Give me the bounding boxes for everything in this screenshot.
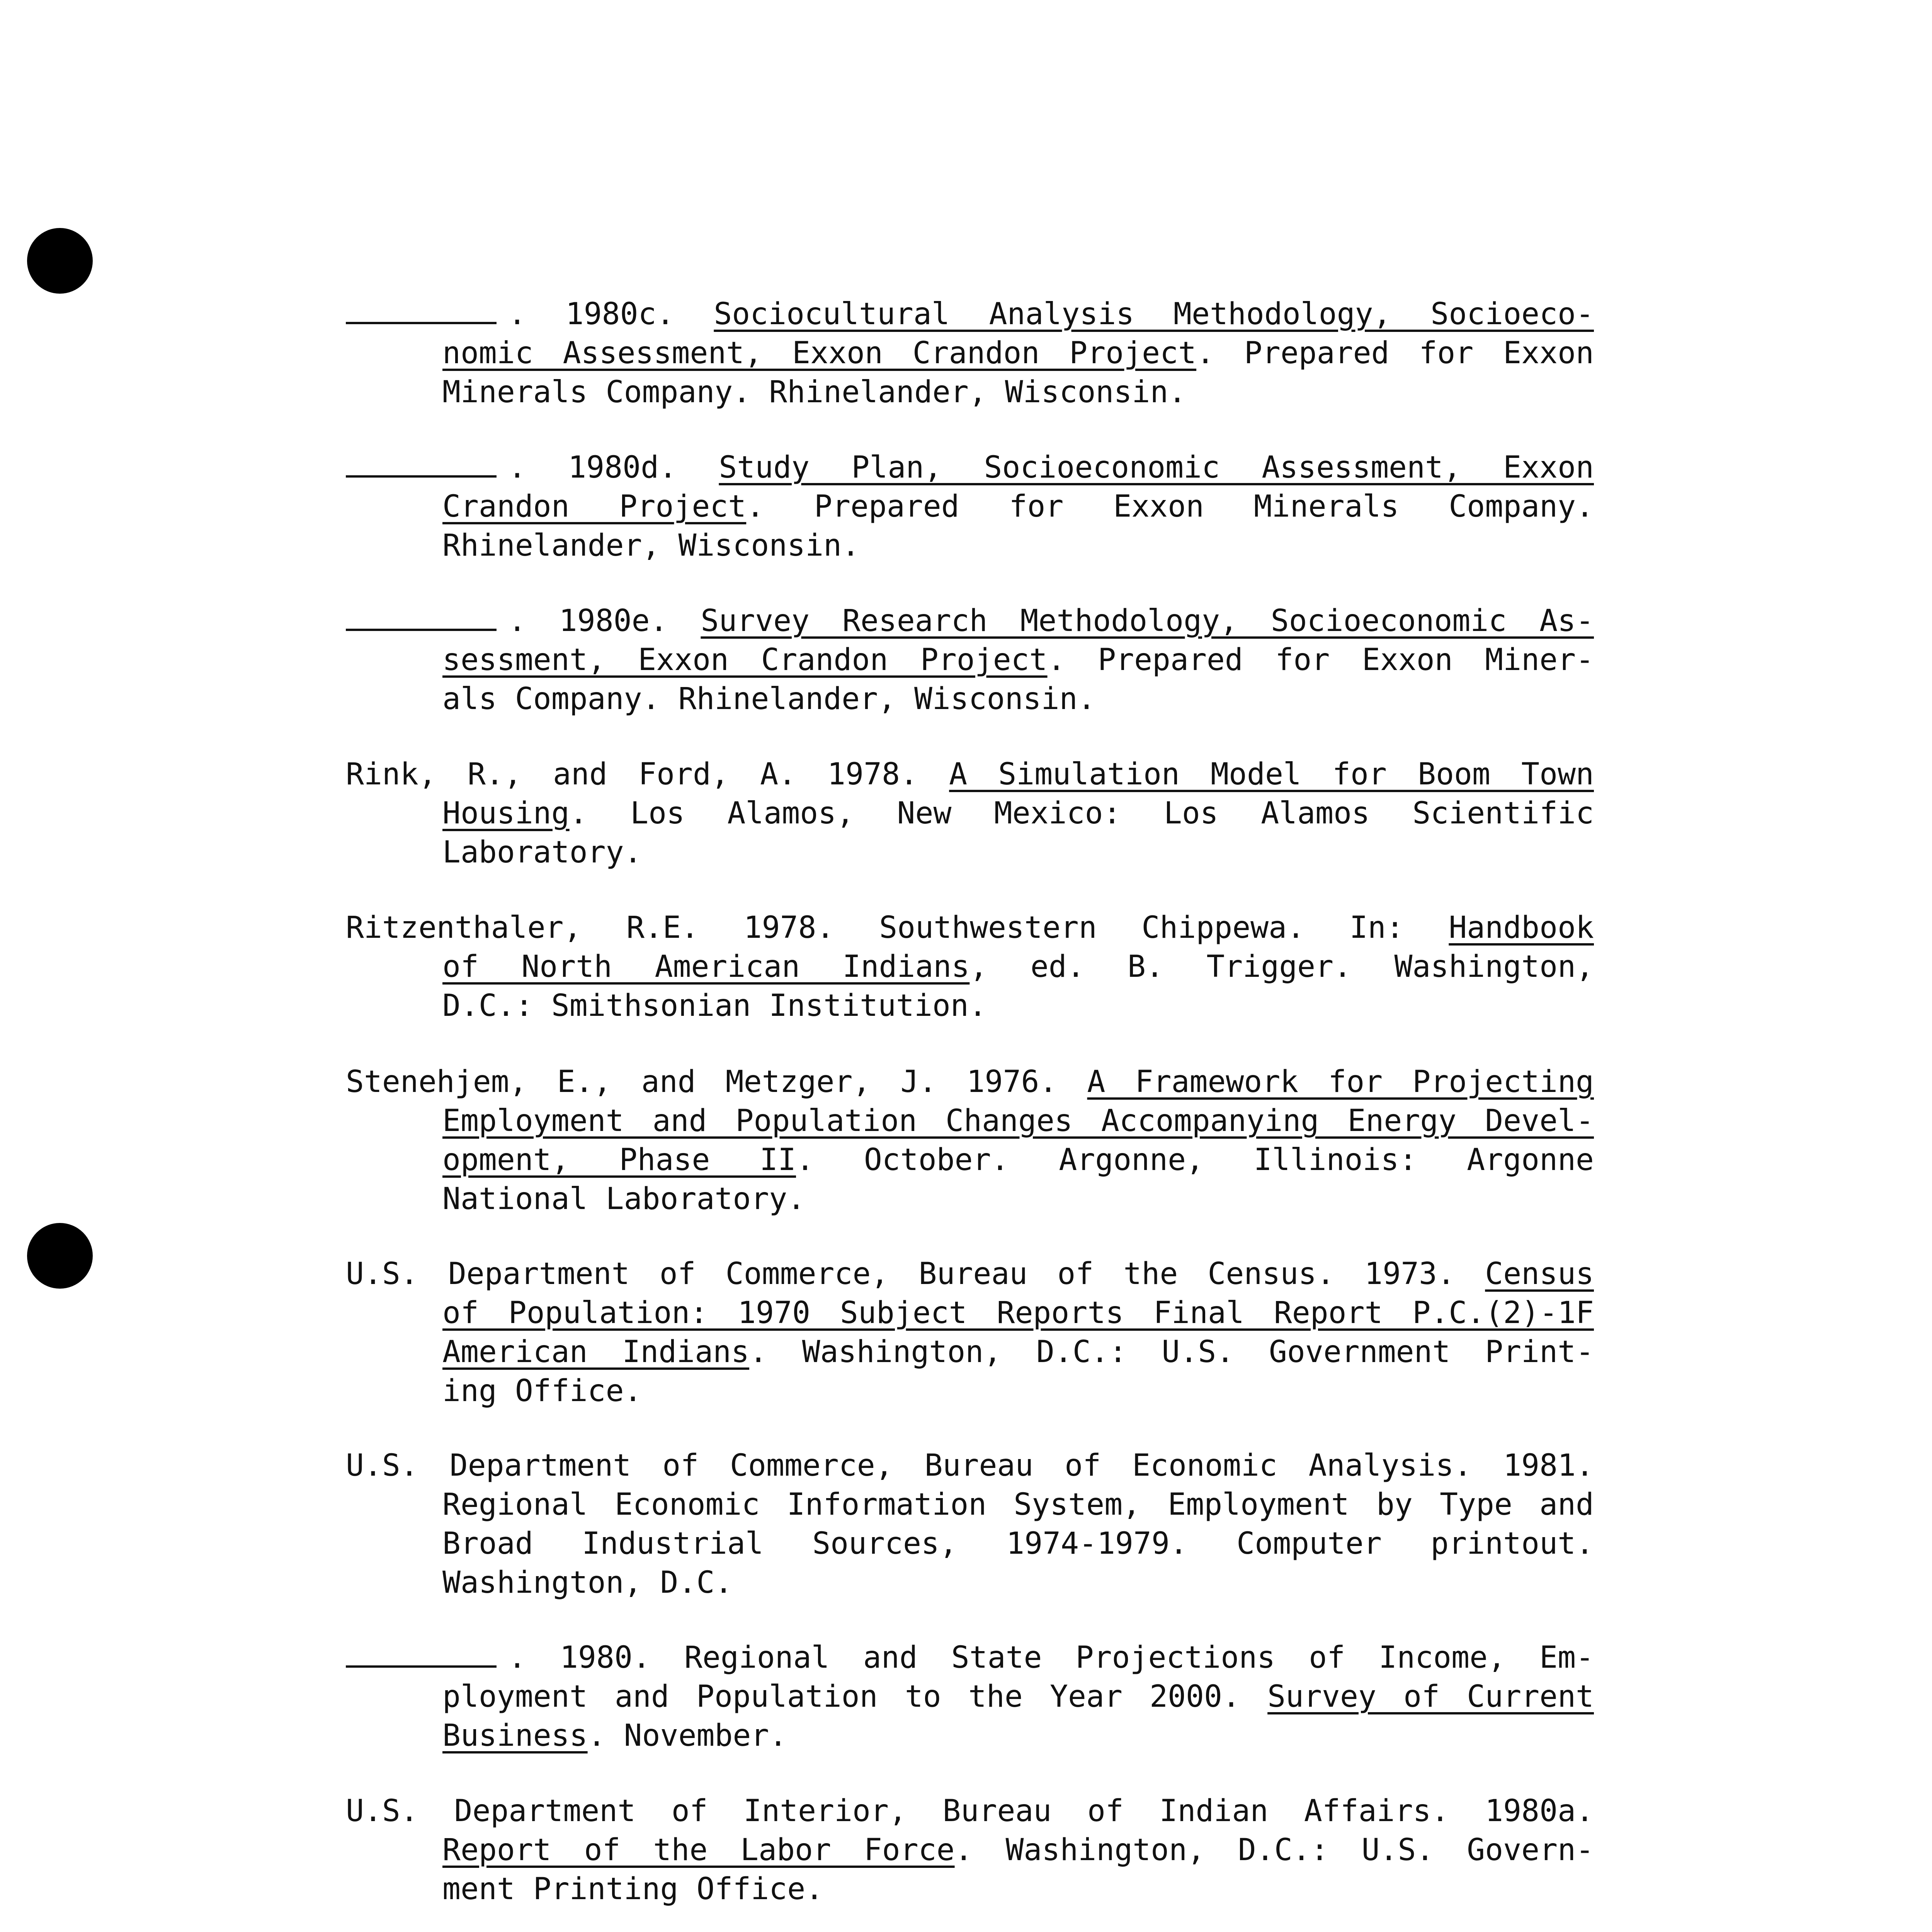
reference-ref-1980e [346,602,1594,719]
reference-text: National Laboratory. [442,1182,806,1216]
punch-hole-middle [27,1223,93,1289]
reference-text: . Prepared for Exxon [1196,336,1594,371]
reference-line [346,1372,1594,1411]
reference-line [346,833,1594,872]
reference-ref-ritzenthaler [346,908,1594,1026]
reference-line [346,1638,1594,1677]
reference-title-text: A Framework for Projecting [1087,1065,1594,1099]
reference-title-text: nomic Assessment, Exxon Crandon Project [442,336,1197,371]
reference-line [346,1870,1594,1909]
reference-title-text: Crandon Project [442,489,747,524]
reference-text: Laboratory. [442,835,642,870]
reference-line [346,1141,1594,1180]
author-repeat-rule [346,1638,497,1668]
reference-text: ment Printing Office. [442,1872,824,1906]
reference-title-text: of North American Indians [442,949,970,984]
reference-ref-bia-1980a [346,1792,1594,1909]
reference-text: ing Office. [442,1374,642,1408]
reference-text: Minerals Company. Rhinelander, Wisconsin. [442,375,1187,410]
reference-text: . 1980c. [508,297,714,332]
reference-line [346,526,1594,565]
reference-line [346,1524,1594,1563]
reference-line [346,334,1594,373]
reference-text: ployment and Population to the Year 2000. [442,1679,1268,1714]
reference-title-text: of Population: 1970 Subject Reports Final Report P.C.(2)-1F [442,1296,1594,1330]
reference-title-text: opment, Phase II [442,1143,796,1177]
reference-text: Broad Industrial Sources, 1974-1979. Computer printout. [442,1526,1594,1561]
reference-line [346,947,1594,986]
reference-line [346,1063,1594,1102]
reference-line [346,794,1594,833]
reference-line [346,487,1594,526]
reference-ref-census-1973 [346,1255,1594,1411]
reference-title-text: Employment and Population Changes Accompanying Energy Devel- [442,1104,1594,1138]
reference-text: Washington, D.C. [442,1565,733,1600]
reference-title-text: sessment, Exxon Crandon Project [442,643,1048,677]
reference-title-text: Study Plan, Socioeconomic Assessment, Exxon [719,450,1594,485]
reference-title-text: Survey of Current [1267,1679,1594,1714]
reference-title-text: Census [1485,1257,1594,1291]
reference-text: . 1980. Regional and State Projections of Income, Em- [508,1640,1594,1675]
reference-text: . 1980d. [508,450,719,485]
reference-title-text: Housing [442,796,570,831]
reference-line [346,1563,1594,1602]
reference-text: U.S. Department of Interior, Bureau of Indian Affairs. 1980a. [346,1794,1594,1828]
reference-ref-1980d [346,448,1594,565]
reference-line [346,755,1594,794]
reference-line [346,295,1594,334]
reference-text: . October. Argonne, Illinois: Argonne [796,1143,1594,1177]
reference-ref-1980c [346,295,1594,412]
reference-title-text: A Simulation Model for Boom Town [949,757,1594,792]
reference-text: . November. [587,1718,787,1753]
reference-text: Stenehjem, E., and Metzger, J. 1976. [346,1065,1087,1099]
punch-hole-top [27,228,93,294]
reference-line [346,680,1594,719]
reference-title-text: American Indians [442,1335,750,1369]
reference-line [346,1102,1594,1141]
author-repeat-rule [346,602,497,631]
reference-line [346,448,1594,487]
author-repeat-rule [346,448,497,478]
reference-line [346,373,1594,412]
reference-text: als Company. Rhinelander, Wisconsin. [442,682,1096,716]
reference-line [346,1792,1594,1831]
reference-text: . Washington, D.C.: U.S. Government Print- [749,1335,1594,1369]
reference-text: Rhinelander, Wisconsin. [442,528,860,563]
reference-line [346,1333,1594,1372]
reference-text: U.S. Department of Commerce, Bureau of the Census. 1973. [346,1257,1485,1291]
reference-title-text: Report of the Labor Force [442,1833,955,1867]
reference-text: . Los Alamos, New Mexico: Los Alamos Scientific [569,796,1594,831]
reference-line [346,1831,1594,1870]
reference-line [346,1180,1594,1219]
author-repeat-rule [346,295,497,324]
reference-title-text: Sociocultural Analysis Methodology, Socioeco- [714,297,1594,332]
reference-text: U.S. Department of Commerce, Bureau of Economic Analysis. 1981. [346,1448,1594,1483]
reference-line [346,1446,1594,1485]
reference-line [346,1716,1594,1755]
reference-ref-rink [346,755,1594,872]
reference-text: . Prepared for Exxon Miner- [1047,643,1594,677]
reference-ref-stenehjem [346,1063,1594,1219]
reference-line [346,908,1594,947]
reference-line [346,986,1594,1026]
reference-text: , ed. B. Trigger. Washington, [969,949,1594,984]
reference-text: . Washington, D.C.: U.S. Govern- [954,1833,1594,1867]
reference-text: Rink, R., and Ford, A. 1978. [346,757,949,792]
reference-title-text: Handbook [1449,910,1594,945]
reference-text: . Prepared for Exxon Minerals Company. [746,489,1594,524]
reference-text: D.C.: Smithsonian Institution. [442,988,987,1023]
reference-line [346,1294,1594,1333]
reference-line [346,602,1594,641]
reference-text: . 1980e. [508,604,701,638]
reference-title-text: Survey Research Methodology, Socioeconomic As- [701,604,1594,638]
reference-line [346,1255,1594,1294]
reference-line [346,641,1594,680]
reference-ref-bea-1981 [346,1446,1594,1602]
reference-title-text: Business [442,1718,588,1753]
reference-text: Ritzenthaler, R.E. 1978. Southwestern Chippewa. In: [346,910,1449,945]
reference-line [346,1485,1594,1524]
reference-ref-bea-1980 [346,1638,1594,1755]
reference-line [346,1677,1594,1716]
reference-text: Regional Economic Information System, Employment by Type and [442,1487,1594,1522]
